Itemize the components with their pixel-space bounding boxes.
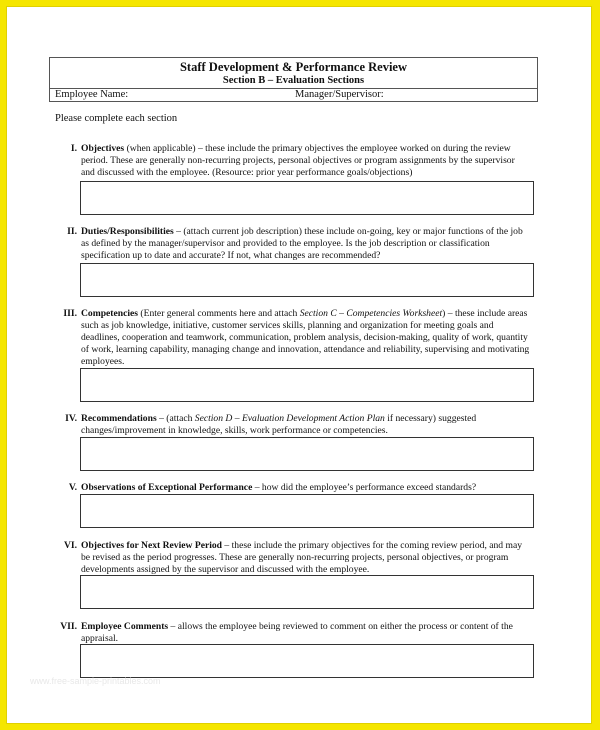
section-description-cont: ) – these include areas such as job knowledge, initiative, customer services skills, planning and organization for meeting goals and deadlines, cooperation and teamwork, communication, problem analysis, decision-making, quality of work, quantity of work, learning capability, managing change and innovation, attendance and reliability, supervising and motivating employees. [81,308,530,367]
employee-comments-input-box[interactable] [80,644,534,678]
section-number: II. [67,226,77,237]
section-heading: Observations of Exceptional Performance [81,482,253,493]
section-text [81,143,531,179]
section-number: IV. [65,413,77,424]
section-text [81,413,531,437]
objectives-input-box[interactable] [80,181,534,215]
intro-text: Please complete each section [55,113,178,124]
next-objectives-input-box[interactable] [80,575,534,609]
competencies-input-box[interactable] [80,368,534,402]
manager-supervisor-label: Manager/Supervisor: [295,89,384,100]
section-number: VI. [63,540,77,551]
section-text [81,621,531,645]
section-description: – (attach [156,413,195,424]
section-heading: Objectives for Next Review Period [81,540,223,551]
section-heading: Competencies [81,308,139,319]
section-text [81,226,531,262]
observations-input-box[interactable] [80,494,534,528]
section-heading: Objectives [81,143,125,154]
section-number: I. [70,143,77,154]
section-text [81,308,531,368]
review-header [49,57,538,102]
section-heading: Recommendations [81,413,157,424]
duties-input-box[interactable] [80,263,534,297]
section-heading: Duties/Responsibilities [81,226,174,237]
recommendations-input-box[interactable] [80,437,534,471]
section-description: – these include the primary objectives for the coming review period, and may be revised as the period progresses. These are generally non-recurring projects, personal objectives, or program developments assigned by the supervisor and discussed with the employee. [81,540,523,575]
section-number: VII. [60,621,77,632]
section-description: (Enter general comments here and attach [138,308,300,319]
section-text [81,482,531,494]
document-subtitle: Section B – Evaluation Sections [222,75,365,86]
section-description: (when applicable) – these include the primary objectives the employee worked on during the review period. These are generally non-recurring projects, personal objectives or program assignments by the supervisor and discussed with the employee. (Resource: prior year performance goals/objections) [81,143,515,178]
watermark-text: www.free-sample-printables.com [30,676,161,686]
document-title: Staff Development & Performance Review [179,60,407,74]
employee-name-label: Employee Name: [55,89,129,100]
worksheet-reference: Section C – Competencies Worksheet [299,308,443,319]
section-heading: Employee Comments [81,621,169,632]
section-text [81,540,531,576]
section-description: – (attach current job description) these include on-going, key or major functions of the job as defined by the manager/supervisor and provided to the employee. Is the job description or classification specification up to date and accurate? If not, what changes are recommended? [81,226,523,261]
section-number: V. [68,482,77,493]
section-description-cont: if necessary) suggested changes/improvement in knowledge, skills, work performance or competencies. [81,413,477,436]
header-fields-row [50,88,537,101]
section-description: – allows the employee being reviewed to comment on either the process or content of the appraisal. [81,621,513,644]
section-number: III. [63,308,77,319]
section-description: – how did the employee’s performance exceed standards? [252,482,477,493]
action-plan-reference: Section D – Evaluation Development Action Plan [194,413,385,424]
